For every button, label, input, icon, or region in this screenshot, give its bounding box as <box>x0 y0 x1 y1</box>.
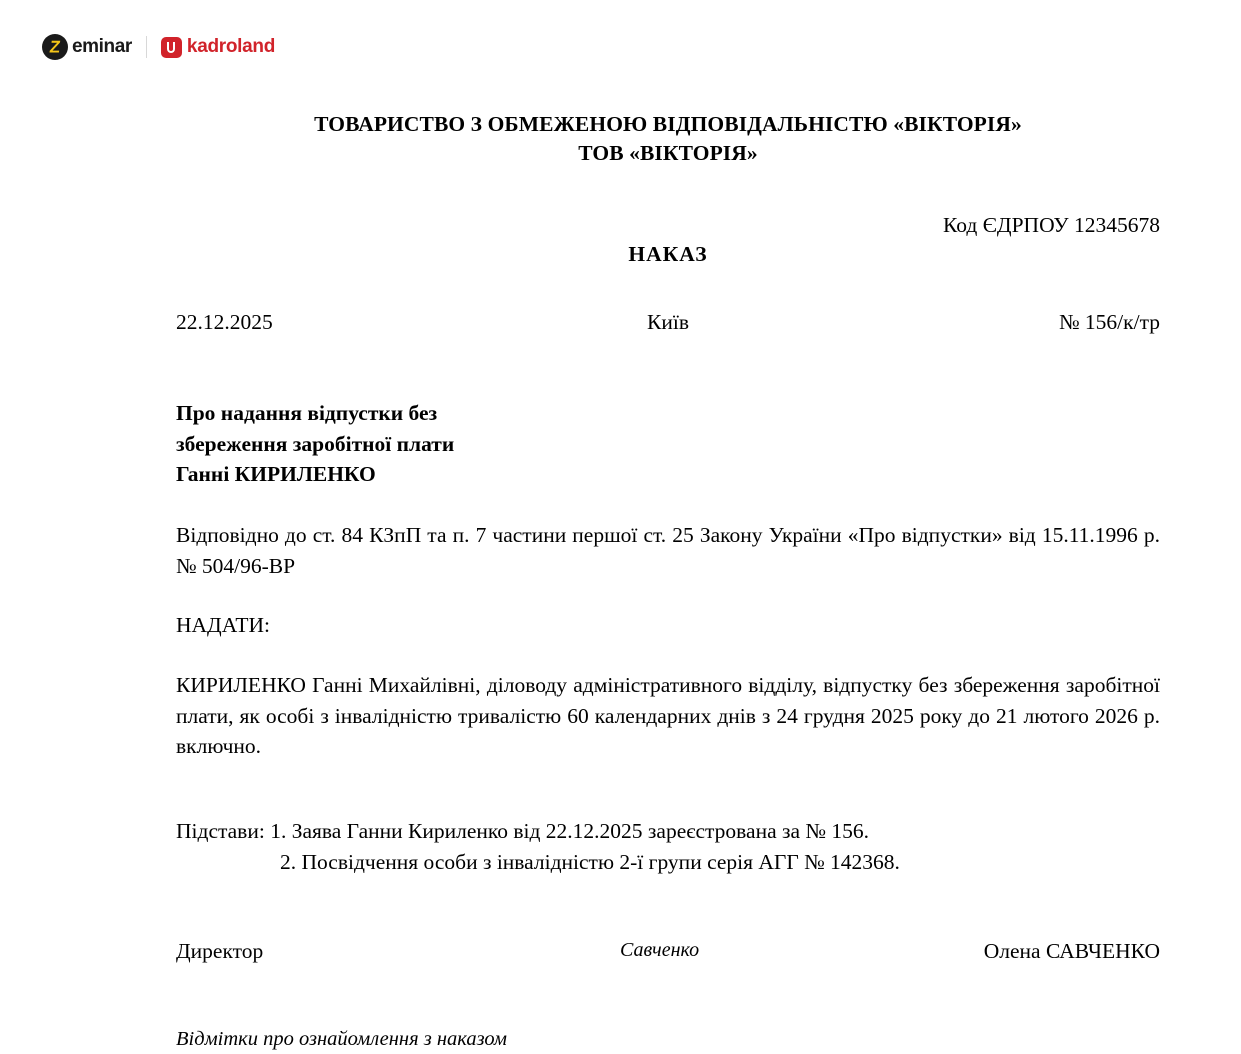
order-number: № 156/к/тр <box>1059 309 1160 334</box>
acknowledgement-note: Відмітки про ознайомлення з наказом <box>176 1027 507 1050</box>
zeminar-z-icon <box>42 34 68 60</box>
order-preamble: Відповідно до ст. 84 КЗпП та п. 7 частини першої ст. 25 Закону України «Про відпустки» від 15.11.1996 р. № 504/96-ВР <box>176 523 1160 578</box>
edrpou-code: Код ЄДРПОУ 12345678 <box>943 213 1160 238</box>
organization-title <box>176 110 1160 167</box>
logo-divider <box>146 36 147 58</box>
order-grounds-line-1: Підстави: 1. Заява Ганни Кириленко від 22.12.2025 зареєстрована за № 156. <box>176 819 869 844</box>
kadroland-mark-icon <box>161 37 182 58</box>
zeminar-logo-label: eminar <box>72 36 132 57</box>
organization-short-name: ТОВ «ВІКТОРІЯ» <box>578 140 758 165</box>
order-subject-line-2: збереження заробітної плати <box>176 431 455 456</box>
order-date: 22.12.2025 <box>176 309 273 334</box>
order-subject-line-3: Ганні КИРИЛЕНКО <box>176 462 376 487</box>
zeminar-logo <box>42 34 132 60</box>
kadroland-logo-label: kadroland <box>186 36 276 57</box>
order-subject-line-1: Про надання відпустки без <box>176 400 438 425</box>
organization-full-name: ТОВАРИСТВО З ОБМЕЖЕНОЮ ВІДПОВІДАЛЬНІСТЮ «ВІКТОРІЯ» <box>314 112 1022 136</box>
order-heading: НАКАЗ <box>628 241 708 266</box>
order-grounds-line-2: 2. Посвідчення особи з інвалідністю 2-ї групи серія АГГ № 142368. <box>280 849 900 874</box>
order-subject <box>176 398 1160 490</box>
order-grant-word: НАДАТИ: <box>176 613 270 638</box>
order-document <box>176 110 1160 1053</box>
signature-position: Директор <box>176 939 264 964</box>
kadroland-logo <box>161 36 275 58</box>
signature-full-name: Олена САВЧЕНКО <box>983 939 1160 964</box>
order-main-text: КИРИЛЕНКО Ганні Михайлівні, діловоду адміністративного відділу, відпустку без збереження заробітної плати, як особі з інвалідністю тривалістю 60 календарних днів з 24 грудня 2025 року до 21 лютого 2026 р. включно. <box>176 672 1160 759</box>
branding-bar <box>42 34 275 60</box>
order-grounds <box>176 816 1160 877</box>
order-meta <box>176 308 1160 336</box>
signature-block <box>176 937 1160 965</box>
order-city: Київ <box>647 309 689 334</box>
signature-handwriting: Савченко <box>620 939 700 962</box>
